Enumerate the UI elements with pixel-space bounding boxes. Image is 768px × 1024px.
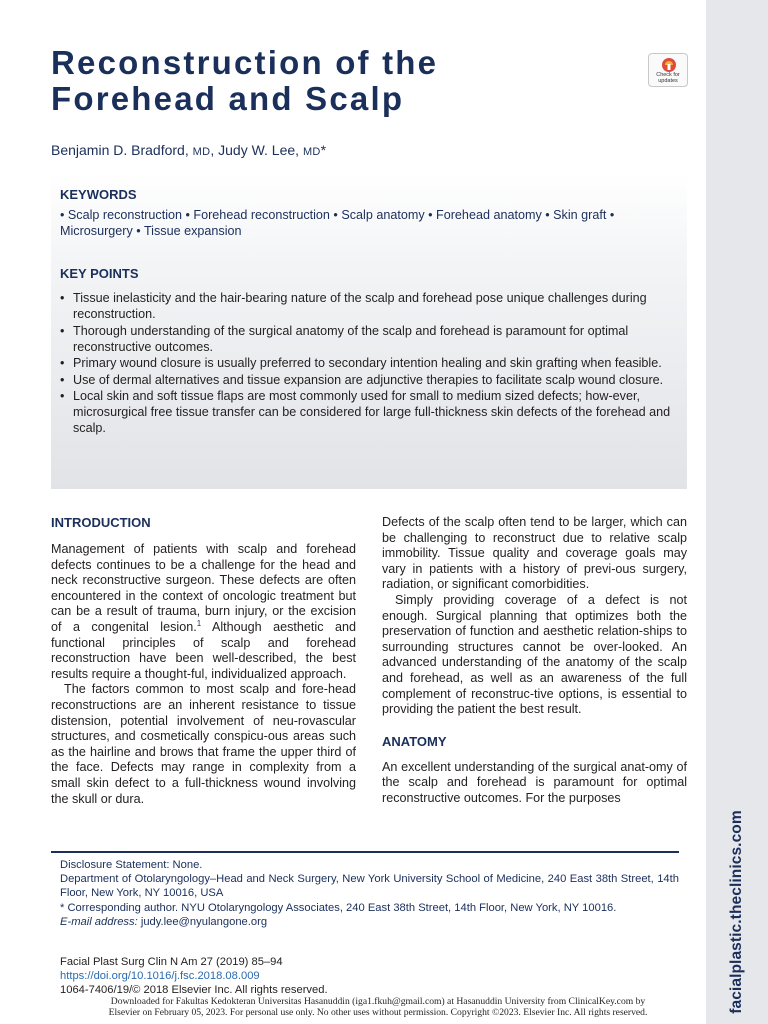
introduction-paragraph: Simply providing coverage of a defect is not enough. Surgical planning that optimizes both the preservation of function and aesthetic relation-ships to surrounding structures cannot be over-looked. An advanced understanding of the anatomy of the scalp and forehead, as well as an awareness of the full complement of reconstruc-tive options, is essential to providing the patient the best result.: [382, 592, 687, 717]
reference-link[interactable]: 1: [196, 618, 202, 628]
anatomy-paragraph: An excellent understanding of the surgical anat-omy of the scalp and forehead is paramount for optimal reconstructive outcomes. For the purposes: [382, 759, 687, 805]
email-link[interactable]: judy.lee@nyulangone.org: [137, 915, 268, 928]
author-separator: , Judy W. Lee,: [210, 142, 303, 158]
key-point-item: • Use of dermal alternatives and tissue expansion are adjunctive therapies to facilitate scalp wound closure.: [60, 372, 672, 388]
disclosure-statement: Disclosure Statement: None.: [60, 859, 203, 871]
corresponding-author: * Corresponding author. NYU Otolaryngology Associates, 240 East 38th Street, 14th Floor, New York, NY 10016.: [60, 901, 617, 914]
download-notice: Downloaded for Fakultas Kedokteran Universitas Hasanuddin (iga1.fkuh@gmail.com) at Hasanuddin University from ClinicalKey.com by Elsevier on February 05, 2023. For personal use only. No other uses without permission. Copyright ©2023. Elsevier Inc. All rights reserved.: [108, 996, 648, 1018]
check-for-updates-button[interactable]: [648, 53, 688, 87]
left-column: [51, 515, 356, 807]
journal-url[interactable]: facialplastic.theclinics.com: [728, 810, 745, 1014]
check-for-updates-icon: [661, 57, 677, 73]
key-point-item: • Local skin and soft tissue flaps are most commonly used for small to medium sized defects; how-ever, microsurgical free tissue transfer can be considered for large full-thickness skin defects of the forehead and scalp.: [60, 388, 672, 436]
key-point-item: • Thorough understanding of the surgical anatomy of the scalp and forehead is paramount for optimal reconstructive outcomes.: [60, 323, 672, 355]
key-point-item: • Tissue inelasticity and the hair-bearing nature of the scalp and forehead pose unique challenges during reconstruction.: [60, 290, 672, 322]
copyright-line: 1064-7406/19/© 2018 Elsevier Inc. All rights reserved.: [60, 984, 328, 997]
keywords-heading: KEYWORDS: [60, 187, 137, 202]
department-affiliation: Department of Otolaryngology–Head and Neck Surgery, New York University School of Medicine, 240 East 38th Street, 14th Floor, New York, NY 10016, USA: [60, 873, 679, 900]
introduction-heading: INTRODUCTION: [51, 515, 151, 530]
key-point-item: • Primary wound closure is usually preferred to secondary intention healing and skin grafting when feasible.: [60, 355, 672, 371]
key-points-heading: KEY POINTS: [60, 266, 139, 281]
introduction-paragraph: Defects of the scalp often tend to be larger, which can be challenging to reconstruct due to relative scalp immobility. Tissue quality and coverage goals may vary in patients with a history of previ-ous surgery, radiation, or significant comorbidities.: [382, 515, 687, 592]
title-line: Forehead and Scalp: [51, 80, 405, 117]
author-credential: MD: [192, 146, 211, 158]
author-line: [51, 142, 326, 158]
email-line: E-mail address: judy.lee@nyulangone.org: [60, 915, 268, 928]
author-name: Benjamin D. Bradford,: [51, 142, 193, 158]
title-line: Reconstruction of the: [51, 44, 439, 81]
footnote-divider: [51, 851, 679, 853]
author-credential: MD: [302, 146, 321, 158]
footnotes: [60, 858, 679, 929]
corresponding-mark: *: [320, 142, 327, 158]
anatomy-heading: ANATOMY: [382, 733, 447, 749]
introduction-paragraph: Management of patients with scalp and forehead defects continues to be a challenge for the head and neck reconstructive surgeon. These defects are often encountered in the context of oncologic treatment but can be a result of trauma, burn injury, or the excision of a congenital lesion.$^1$ Although aesthetic and functional principles of scalp and forehead reconstruction have been well-described, the best results require a thought-ful, individualized approach.: [51, 542, 356, 681]
introduction-paragraph: The factors common to most scalp and fore-head reconstructions are an inherent resistance to tissue distension, potential involvement of neu-rovascular structures, and cosmetically conspicu-ous areas such as the hairline and brows that frame the upper third of the face. Defects may range in complexity from a small skin defect to a full-thickness wound involving the skull or dura.: [51, 682, 356, 806]
journal-citation: Facial Plast Surg Clin N Am 27 (2019) 85–94: [60, 956, 283, 968]
citation-block: [60, 955, 328, 998]
right-column: [382, 515, 687, 807]
keywords-list: • Scalp reconstruction • Forehead reconstruction • Scalp anatomy • Forehead anatomy • Skin graft • Microsurgery • Tissue expansion: [60, 208, 615, 238]
badge-label: Check for updates: [656, 72, 680, 84]
key-points-list: [60, 290, 672, 437]
article-title: [51, 45, 438, 117]
doi-link[interactable]: https://doi.org/10.1016/j.fsc.2018.08.009: [60, 970, 260, 983]
